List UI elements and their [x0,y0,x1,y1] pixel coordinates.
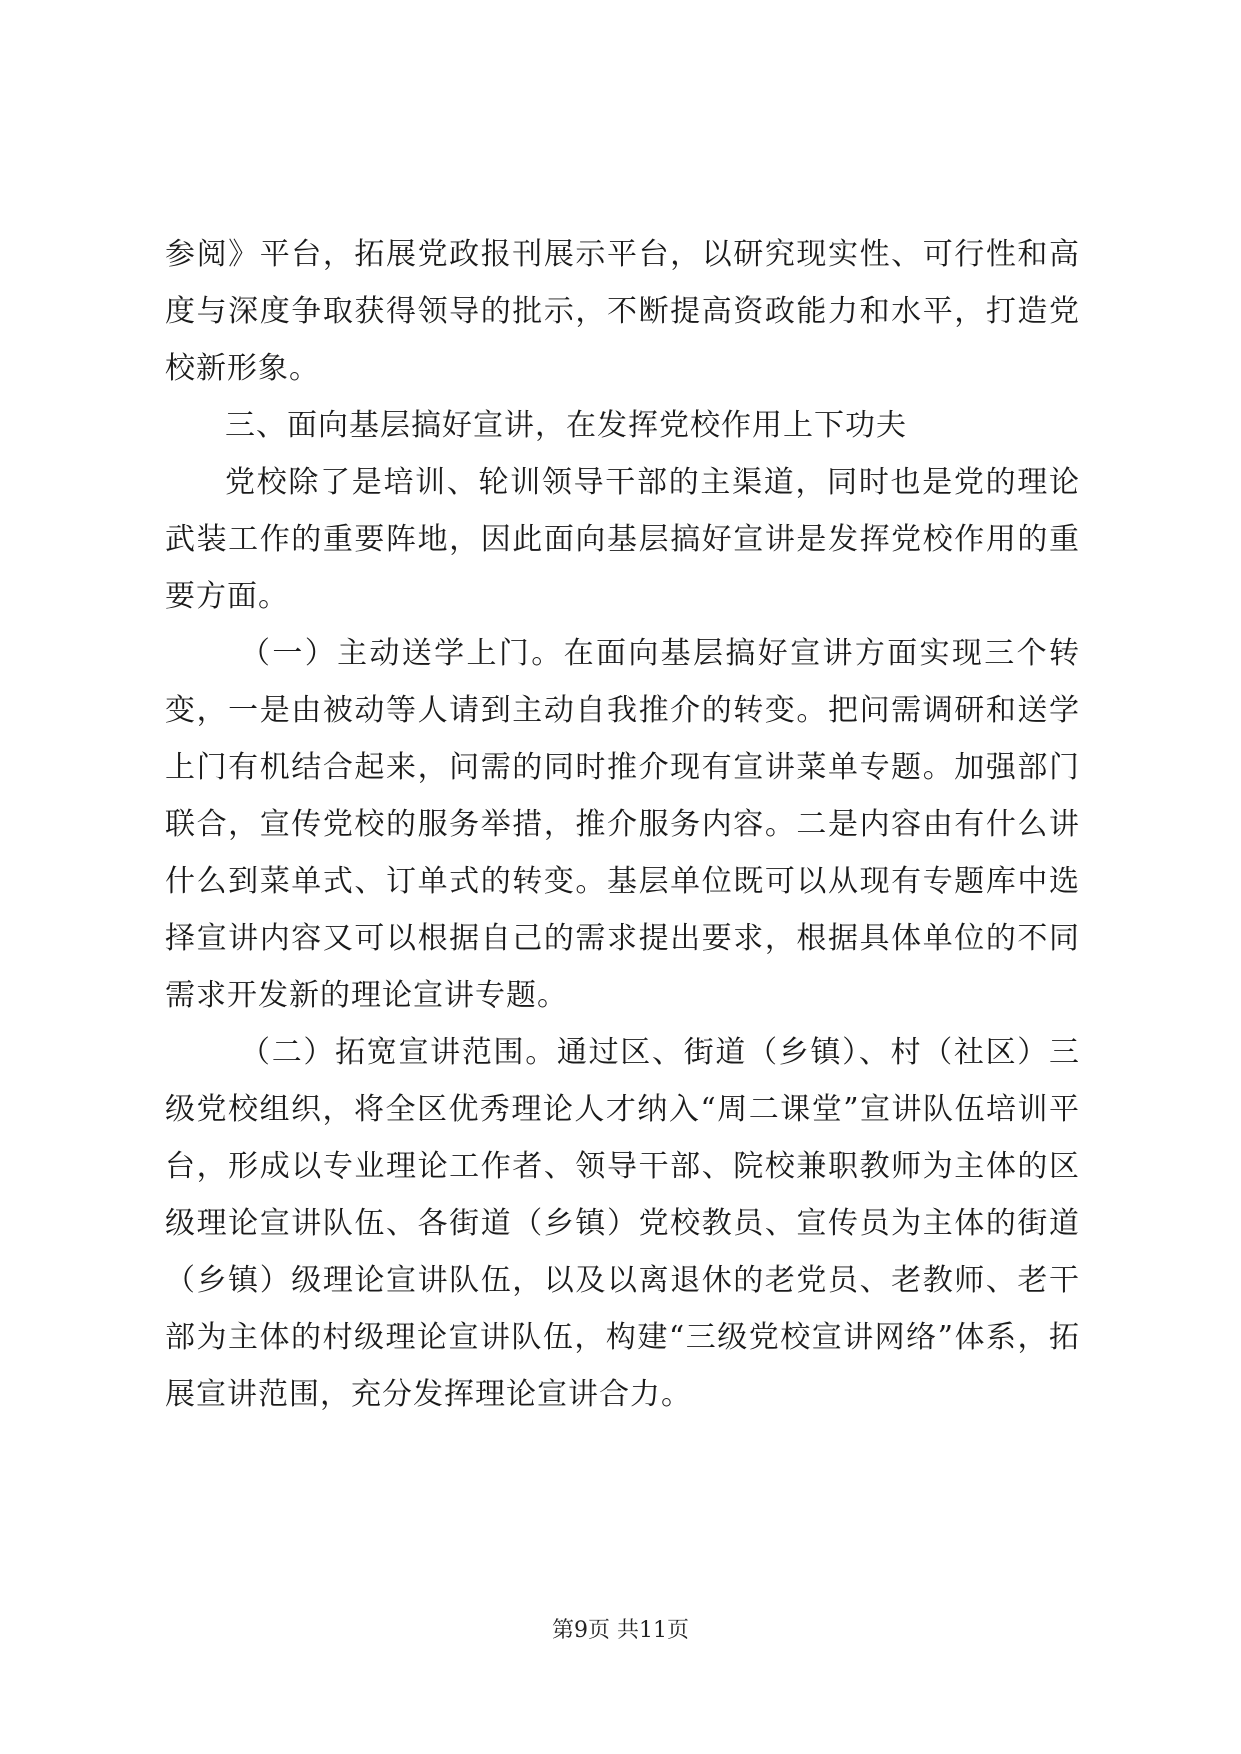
paragraph-continuation: 参阅》平台，拓展党政报刊展示平台，以研究现实性、可行性和高度与深度争取获得领导的批示，不断提高资政能力和水平，打造党校新形象。 [165,237,1080,386]
section-heading: 三、面向基层搞好宣讲，在发挥党校作用上下功夫 [225,408,907,443]
paragraph-subsection-2: （二）拓宽宣讲范围。通过区、街道（乡镇）、村（社区）三级党校组织，将全区优秀理论人才纳入“周二课堂”宣讲队伍培训平台，形成以专业理论工作者、领导干部、院校兼职教师为主体的区级理论宣讲队伍、各街道（乡镇）党校教员、宣传员为主体的街道（乡镇）级理论宣讲队伍，以及以离退休的老党员、老教师、老干部为主体的村级理论宣讲队伍，构建“三级党校宣讲网络”体系，拓展宣讲范围，充分发挥理论宣讲合力。 [165,1035,1080,1412]
paragraph-subsection-1: （一）主动送学上门。在面向基层搞好宣讲方面实现三个转变，一是由被动等人请到主动自我推介的转变。把问需调研和送学上门有机结合起来，问需的同时推介现有宣讲菜单专题。加强部门联合，宣传党校的服务举措，推介服务内容。二是内容由有什么讲什么到菜单式、订单式的转变。基层单位既可以从现有专题库中选择宣讲内容又可以根据自己的需求提出要求，根据具体单位的不同需求开发新的理论宣讲专题。 [165,636,1080,1013]
paragraph-intro: 党校除了是培训、轮训领导干部的主渠道，同时也是党的理论武装工作的重要阵地，因此面向基层搞好宣讲是发挥党校作用的重要方面。 [165,465,1080,614]
page-footer: 第9页 共11页 [552,1618,689,1643]
document-body [165,226,1080,1423]
